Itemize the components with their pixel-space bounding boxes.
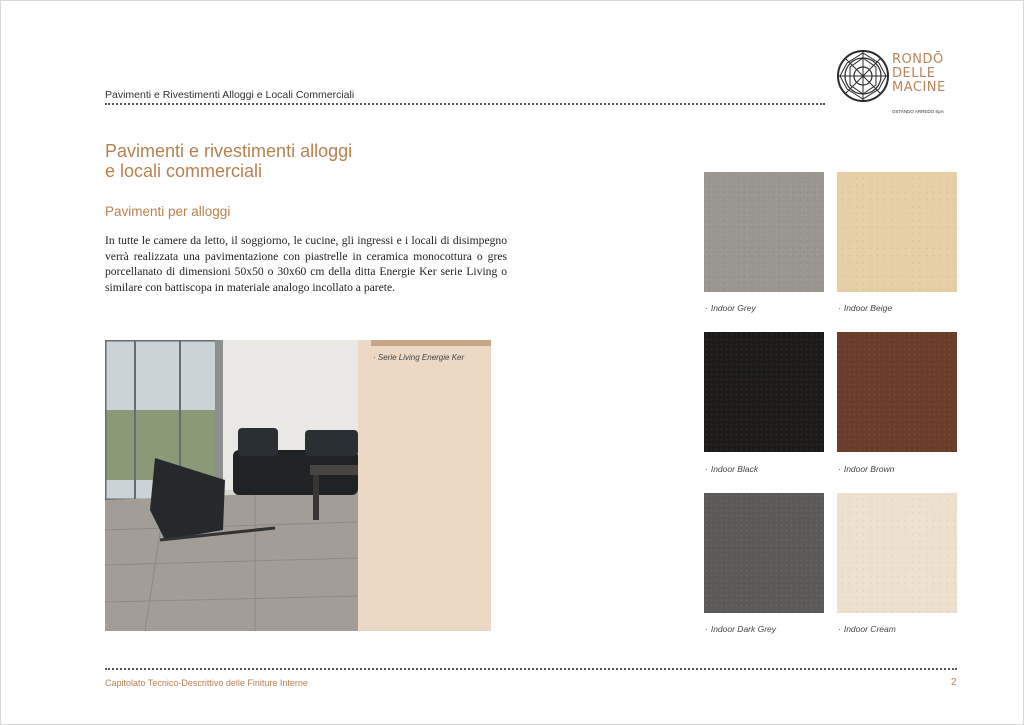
- logo-tagline: OSTANDO ARREDO SpA: [892, 109, 944, 114]
- page-title: Pavimenti e rivestimenti alloggi e locali commerciali: [105, 141, 353, 181]
- swatch-indoor-black: [704, 332, 824, 452]
- swatch-indoor-grey: [704, 172, 824, 292]
- logo-wordmark: RONDŌ DELLE MACINE: [892, 52, 946, 95]
- swatch-label: · Indoor Black: [705, 464, 759, 474]
- logo: [836, 43, 966, 123]
- product-photo-panel: [105, 340, 491, 631]
- swatch-label: · Indoor Beige: [838, 303, 893, 313]
- swatch-indoor-cream: [837, 493, 957, 613]
- body-paragraph: In tutte le camere da letto, il soggiorno, le cucine, gli ingressi e i locali di disimpegno verrà realizzata una pavimentazione con piastrelle in ceramica monocottura o gres porcellanato di dimensioni 50x50 o 30x60 cm della ditta Energie Ker serie Living o similare con battiscopa in materiale analogo incollato a parete.: [105, 234, 507, 294]
- living-room-photo: [105, 340, 358, 631]
- caption-accent-bar: [371, 340, 491, 346]
- swatch-indoor-beige: [837, 172, 957, 292]
- swatch-label: · Indoor Grey: [705, 303, 756, 313]
- rosette-logo-icon: [836, 49, 890, 103]
- section-header: Pavimenti e Rivestimenti Alloggi e Locali Commerciali: [105, 89, 355, 101]
- swatch-label: · Indoor Brown: [838, 464, 895, 474]
- footer-divider: [105, 668, 957, 670]
- header-divider: [105, 103, 825, 105]
- footer-document-title: Capitolato Tecnico-Descrittivo delle Finiture Interne: [105, 678, 308, 688]
- page-number: 2: [951, 677, 957, 688]
- photo-caption: · Serie Living Energie Ker: [373, 353, 465, 362]
- section-subtitle: Pavimenti per alloggi: [105, 204, 231, 219]
- swatch-label: · Indoor Dark Grey: [705, 624, 777, 634]
- swatch-label: · Indoor Cream: [838, 624, 896, 634]
- swatch-indoor-brown: [837, 332, 957, 452]
- swatch-indoor-dark-grey: [704, 493, 824, 613]
